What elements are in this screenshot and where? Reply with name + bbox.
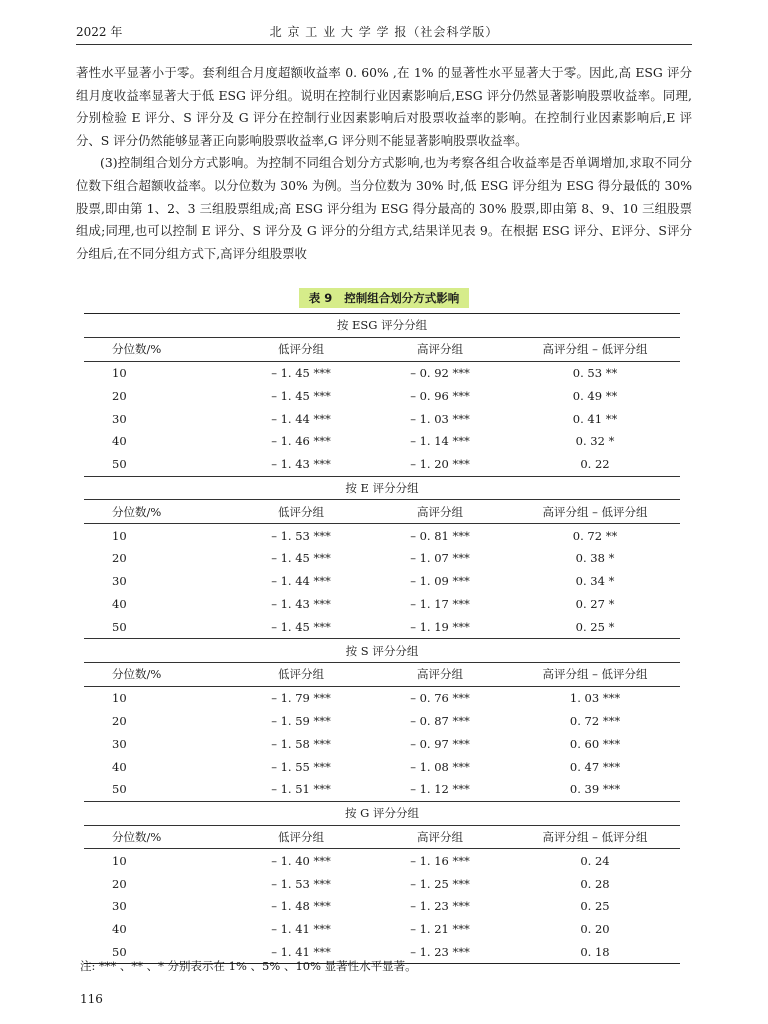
table-cell: – 1. 23 *** (410, 899, 470, 914)
column-header: 高评分组 – 低评分组 (510, 662, 680, 686)
column-header: 高评分组 – 低评分组 (510, 825, 680, 849)
table-cell: – 0. 76 *** (410, 691, 470, 706)
table-cell: 0. 25 (580, 899, 610, 914)
column-header: 高评分组 – 低评分组 (510, 337, 680, 361)
table-cell: – 1. 21 *** (410, 922, 470, 937)
table-cell: – 1. 46 *** (271, 434, 331, 449)
column-header-row (84, 662, 680, 686)
table-row (84, 895, 680, 918)
table-cell: – 1. 51 *** (271, 782, 331, 797)
table-cell: 20 (112, 713, 127, 728)
column-header: 低评分组 (232, 500, 370, 524)
table-number: 表 9 (308, 291, 333, 305)
table-row (84, 570, 680, 593)
column-header-row (84, 825, 680, 849)
table-section-header (84, 801, 680, 825)
table-cell: 10 (112, 528, 127, 543)
table-caption-wrap (0, 287, 768, 308)
table-row (84, 849, 680, 872)
table-cell: 0. 22 (580, 457, 610, 472)
table-cell: – 1. 07 *** (410, 551, 470, 566)
table-cell: – 1. 12 *** (410, 782, 470, 797)
table-row (84, 547, 680, 570)
table-cell: – 1. 45 *** (271, 551, 331, 566)
paragraph: 著性水平显著小于零。套利组合月度超额收益率 0. 60% ,在 1% 的显著性水平显著大于零。因此,高 ESG 评分组月度收益率显著大于低 ESG 评分组。说明在控制行业因素影响后,ESG 评分仍然显著影响股票收益率。同理,分别检验 E 评分、S 评分及 G 评分在控制行业因素影响后对股票收益率的影响。在控制行业因素影响后,E 评分、S 评分仍然能够显著正向影响股票收益率,G 评分则不能显著影响股票收益率。 (76, 65, 692, 148)
table-cell: 50 (112, 457, 127, 472)
table-cell: 30 (112, 411, 127, 426)
table-cell: – 0. 92 *** (410, 365, 470, 380)
table-cell: – 1. 55 *** (271, 759, 331, 774)
table-cell: 0. 39 *** (569, 782, 621, 797)
column-header: 分位数/% (84, 825, 232, 849)
table-cell: 40 (112, 922, 127, 937)
table-row (84, 407, 680, 430)
column-header: 高评分组 (370, 337, 510, 361)
table-row (84, 918, 680, 941)
column-header-row (84, 337, 680, 361)
table-cell: – 0. 97 *** (410, 736, 470, 751)
table-cell: – 1. 23 *** (370, 941, 510, 964)
table-cell: – 1. 41 *** (271, 922, 331, 937)
table-row (84, 593, 680, 616)
table-row (84, 778, 680, 801)
table-cell: 10 (112, 691, 127, 706)
column-header: 分位数/% (84, 662, 232, 686)
paragraph: (3)控制组合划分方式影响。为控制不同组合划分方式影响,也为考察各组合收益率是否单调增加,求取不同分位数下组合超额收益率。以分位数为 30% 为例。当分位数为 30% 时,低 ESG 评分组为 ESG 得分最低的 30% 股票,即由第 1、2、3 三组股票组成;高 ESG 评分组为 ESG 得分最高的 30% 股票,即由第 8、9、10 三组股票组成;同理,也可以控制 E 评分、S 评分及 G 评分的分组方式,结果详见表 9。在根据 ESG 评分、E评分、S评分分组后,在不同分组方式下,高评分组股票收 (76, 155, 692, 261)
table-cell: 0. 72 *** (569, 713, 621, 728)
section-title: 按 E 评分分组 (84, 476, 680, 500)
table-section-header (84, 476, 680, 500)
table-cell: 0. 24 (580, 853, 610, 868)
column-header: 高评分组 (370, 500, 510, 524)
table-cell: 0. 72 ** (572, 528, 618, 543)
table-cell: – 1. 44 *** (271, 411, 331, 426)
table-cell: – 1. 45 *** (271, 388, 331, 403)
table-cell: – 1. 59 *** (271, 713, 331, 728)
table-section-header (84, 639, 680, 663)
table-cell: – 1. 45 *** (271, 619, 331, 634)
table-cell: – 1. 53 *** (271, 528, 331, 543)
table-cell: 20 (112, 876, 127, 891)
table-cell: – 1. 17 *** (410, 596, 470, 611)
table-note: 注: *** 、** 、* 分别表示在 1% 、5% 、10% 显著性水平显著。 (80, 959, 417, 973)
table-cell: 0. 25 * (575, 619, 615, 634)
column-header: 分位数/% (84, 500, 232, 524)
table-cell: 0. 28 (580, 876, 610, 891)
table-cell: 0. 32 * (575, 434, 615, 449)
table-cell: – 0. 96 *** (410, 388, 470, 403)
table-cell: 0. 34 * (575, 574, 615, 589)
table-row (84, 430, 680, 453)
table-cell: – 1. 08 *** (410, 759, 470, 774)
running-header (76, 20, 692, 45)
results-table (84, 313, 680, 964)
table-cell: 40 (112, 434, 127, 449)
table-cell: – 1. 03 *** (410, 411, 470, 426)
section-title: 按 G 评分分组 (84, 801, 680, 825)
table-cell: 0. 27 * (575, 596, 615, 611)
table-cell: – 1. 48 *** (271, 899, 331, 914)
table-body (84, 314, 680, 964)
table-row (84, 710, 680, 733)
header-year: 2022 年 (76, 25, 123, 39)
table-cell: – 1. 40 *** (271, 853, 331, 868)
table-cell: – 1. 41 *** (232, 941, 370, 964)
table-cell: – 1. 58 *** (271, 736, 331, 751)
table-cell: – 1. 09 *** (410, 574, 470, 589)
table-cell: 0. 60 *** (569, 736, 621, 751)
table-row (84, 755, 680, 778)
table-row (84, 361, 680, 384)
body-text (76, 62, 692, 265)
table-cell: – 1. 53 *** (271, 876, 331, 891)
column-header: 低评分组 (232, 337, 370, 361)
table-cell: – 1. 16 *** (410, 853, 470, 868)
table-cell: 0. 53 ** (572, 365, 618, 380)
column-header: 高评分组 (370, 662, 510, 686)
column-header: 高评分组 – 低评分组 (510, 500, 680, 524)
section-title: 按 ESG 评分分组 (84, 314, 680, 338)
table-section-header (84, 314, 680, 338)
table-cell: – 1. 19 *** (410, 619, 470, 634)
table-cell: 50 (112, 619, 127, 634)
table-cell: – 1. 79 *** (271, 691, 331, 706)
table-cell: 1. 03 *** (569, 691, 621, 706)
table-cell: 30 (112, 899, 127, 914)
table-cell: – 1. 44 *** (271, 574, 331, 589)
table-caption (299, 288, 470, 308)
section-title: 按 S 评分分组 (84, 639, 680, 663)
page-number: 116 (80, 992, 103, 1006)
table-cell: 0. 41 ** (572, 411, 618, 426)
table-cell: 30 (112, 736, 127, 751)
table-cell: 0. 38 * (575, 551, 615, 566)
table-cell: – 1. 45 *** (271, 365, 331, 380)
table-row (84, 384, 680, 407)
column-header-row (84, 500, 680, 524)
column-header: 高评分组 (370, 825, 510, 849)
table-cell: – 1. 43 *** (271, 596, 331, 611)
table-cell: 40 (112, 596, 127, 611)
table-row (84, 686, 680, 709)
table-cell: – 1. 43 *** (271, 457, 331, 472)
table-cell: 20 (112, 388, 127, 403)
table-cell: 0. 18 (510, 941, 680, 964)
table-cell: – 1. 20 *** (410, 457, 470, 472)
table-cell: 50 (112, 782, 127, 797)
table-row (84, 615, 680, 638)
table-row (84, 872, 680, 895)
journal-title: 北 京 工 业 大 学 学 报（社会科学版） (269, 25, 499, 39)
table-row (84, 732, 680, 755)
table-cell: 40 (112, 759, 127, 774)
table-row (84, 524, 680, 547)
table-cell: 0. 47 *** (569, 759, 621, 774)
table-cell: 50 (84, 941, 232, 964)
table-cell: 0. 20 (580, 922, 610, 937)
column-header: 低评分组 (232, 662, 370, 686)
table-cell: – 0. 81 *** (410, 528, 470, 543)
table-cell: – 1. 14 *** (410, 434, 470, 449)
table-cell: 10 (112, 853, 127, 868)
table-title: 控制组合划分方式影响 (344, 291, 460, 305)
table-cell: 0. 49 ** (572, 388, 618, 403)
column-header: 分位数/% (84, 337, 232, 361)
table-cell: 10 (112, 365, 127, 380)
table-cell: – 0. 87 *** (410, 713, 470, 728)
table-cell: 30 (112, 574, 127, 589)
table-cell: – 1. 25 *** (410, 876, 470, 891)
column-header: 低评分组 (232, 825, 370, 849)
table-row (84, 453, 680, 476)
table-cell: 20 (112, 551, 127, 566)
